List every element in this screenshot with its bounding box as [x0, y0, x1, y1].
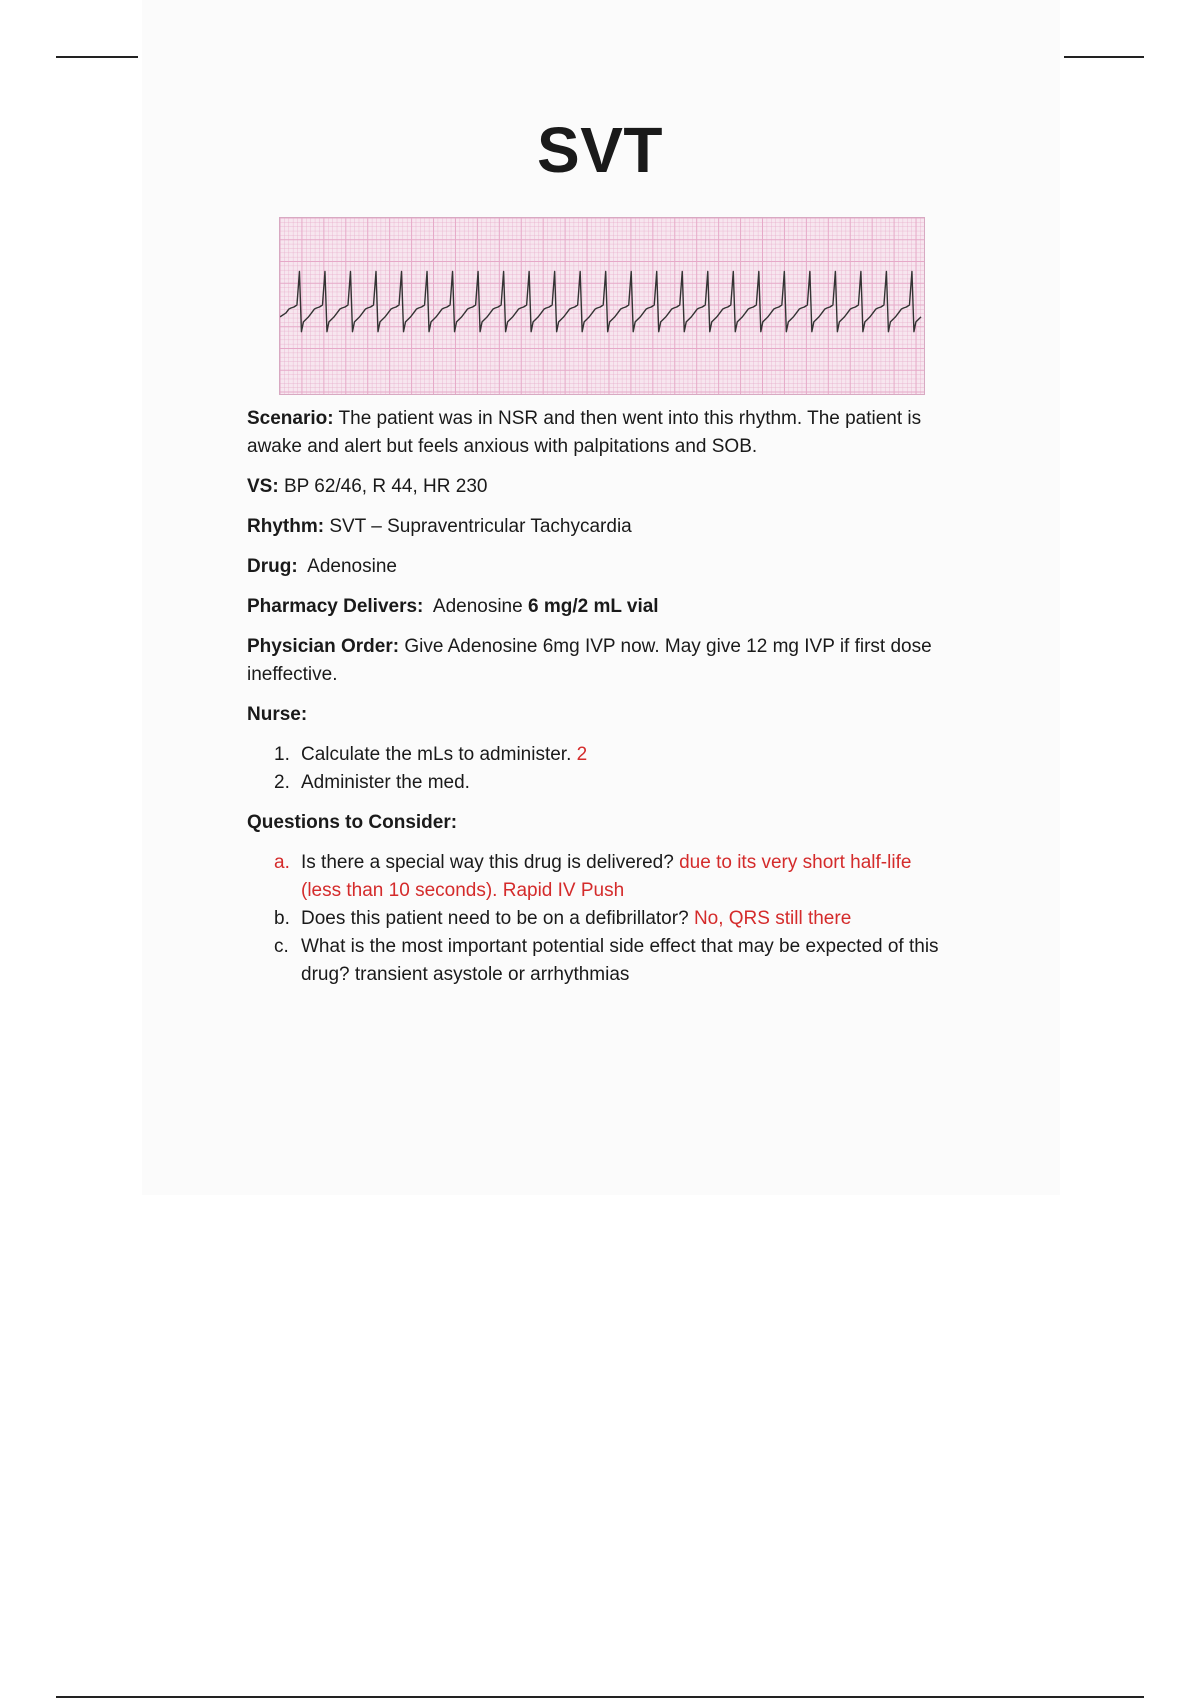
task-text: Calculate the mLs to administer.	[301, 744, 577, 765]
nurse-heading	[247, 701, 947, 729]
page-title: SVT	[537, 114, 663, 186]
vitals-label: VS:	[247, 476, 279, 497]
physician-order-paragraph	[247, 633, 947, 689]
question-text: Is there a special way this drug is delivered?	[301, 852, 680, 873]
task-text: Administer the med.	[301, 772, 470, 793]
pharmacy-text: Adenosine	[423, 596, 528, 617]
bottom-rule	[56, 1696, 1144, 1698]
list-item	[247, 849, 947, 905]
scenario-paragraph	[247, 405, 947, 461]
answer-text: 2	[576, 744, 588, 765]
question-text: What is the most important potential side effect that may be expected of this drug? transient asystole or arrhythmias	[301, 936, 939, 985]
ecg-trace	[280, 271, 921, 331]
nurse-task-list	[247, 741, 947, 797]
list-letter: a.	[274, 852, 290, 873]
questions-list	[247, 849, 947, 989]
crop-mark-top-right	[1064, 56, 1144, 58]
questions-label: Questions to Consider:	[247, 812, 458, 833]
pharmacy-line	[247, 593, 947, 621]
scenario-label: Scenario:	[247, 408, 334, 429]
answer-text: due to its very short half-life (less than 10 seconds). Rapid IV Push	[301, 852, 912, 901]
drug-label: Drug:	[247, 556, 298, 577]
rhythm-line	[247, 513, 947, 541]
list-number: 1.	[274, 744, 290, 765]
pharmacy-label: Pharmacy Delivers:	[247, 596, 424, 617]
drug-line	[247, 553, 947, 581]
list-item	[247, 905, 947, 933]
pharmacy-vial: 6 mg/2 mL vial	[527, 596, 659, 617]
document-body	[247, 405, 947, 989]
physician-order-label: Physician Order:	[247, 636, 400, 657]
list-item	[247, 933, 947, 989]
answer-text: No, QRS still there	[693, 908, 852, 929]
list-letter: b.	[274, 908, 290, 929]
list-item	[247, 741, 947, 769]
vitals-line	[247, 473, 947, 501]
rhythm-label: Rhythm:	[247, 516, 325, 537]
questions-heading	[247, 809, 947, 837]
crop-mark-top-left	[56, 56, 138, 58]
rhythm-text: SVT – Supraventricular Tachycardia	[324, 516, 632, 537]
scenario-text: The patient was in NSR and then went into this rhythm. The patient is awake and alert but feels anxious with palpitations and SOB.	[247, 408, 922, 457]
ecg-strip	[279, 217, 925, 395]
list-item	[247, 769, 947, 797]
physician-order-text: Give Adenosine 6mg IVP now. May give 12 mg IVP if first dose ineffective.	[247, 636, 932, 685]
vitals-text: BP 62/46, R 44, HR 230	[278, 476, 488, 497]
question-text: Does this patient need to be on a defibrillator?	[301, 908, 694, 929]
nurse-label: Nurse:	[247, 704, 308, 725]
list-letter: c.	[274, 936, 289, 957]
drug-text: Adenosine	[297, 556, 397, 577]
list-number: 2.	[274, 772, 290, 793]
